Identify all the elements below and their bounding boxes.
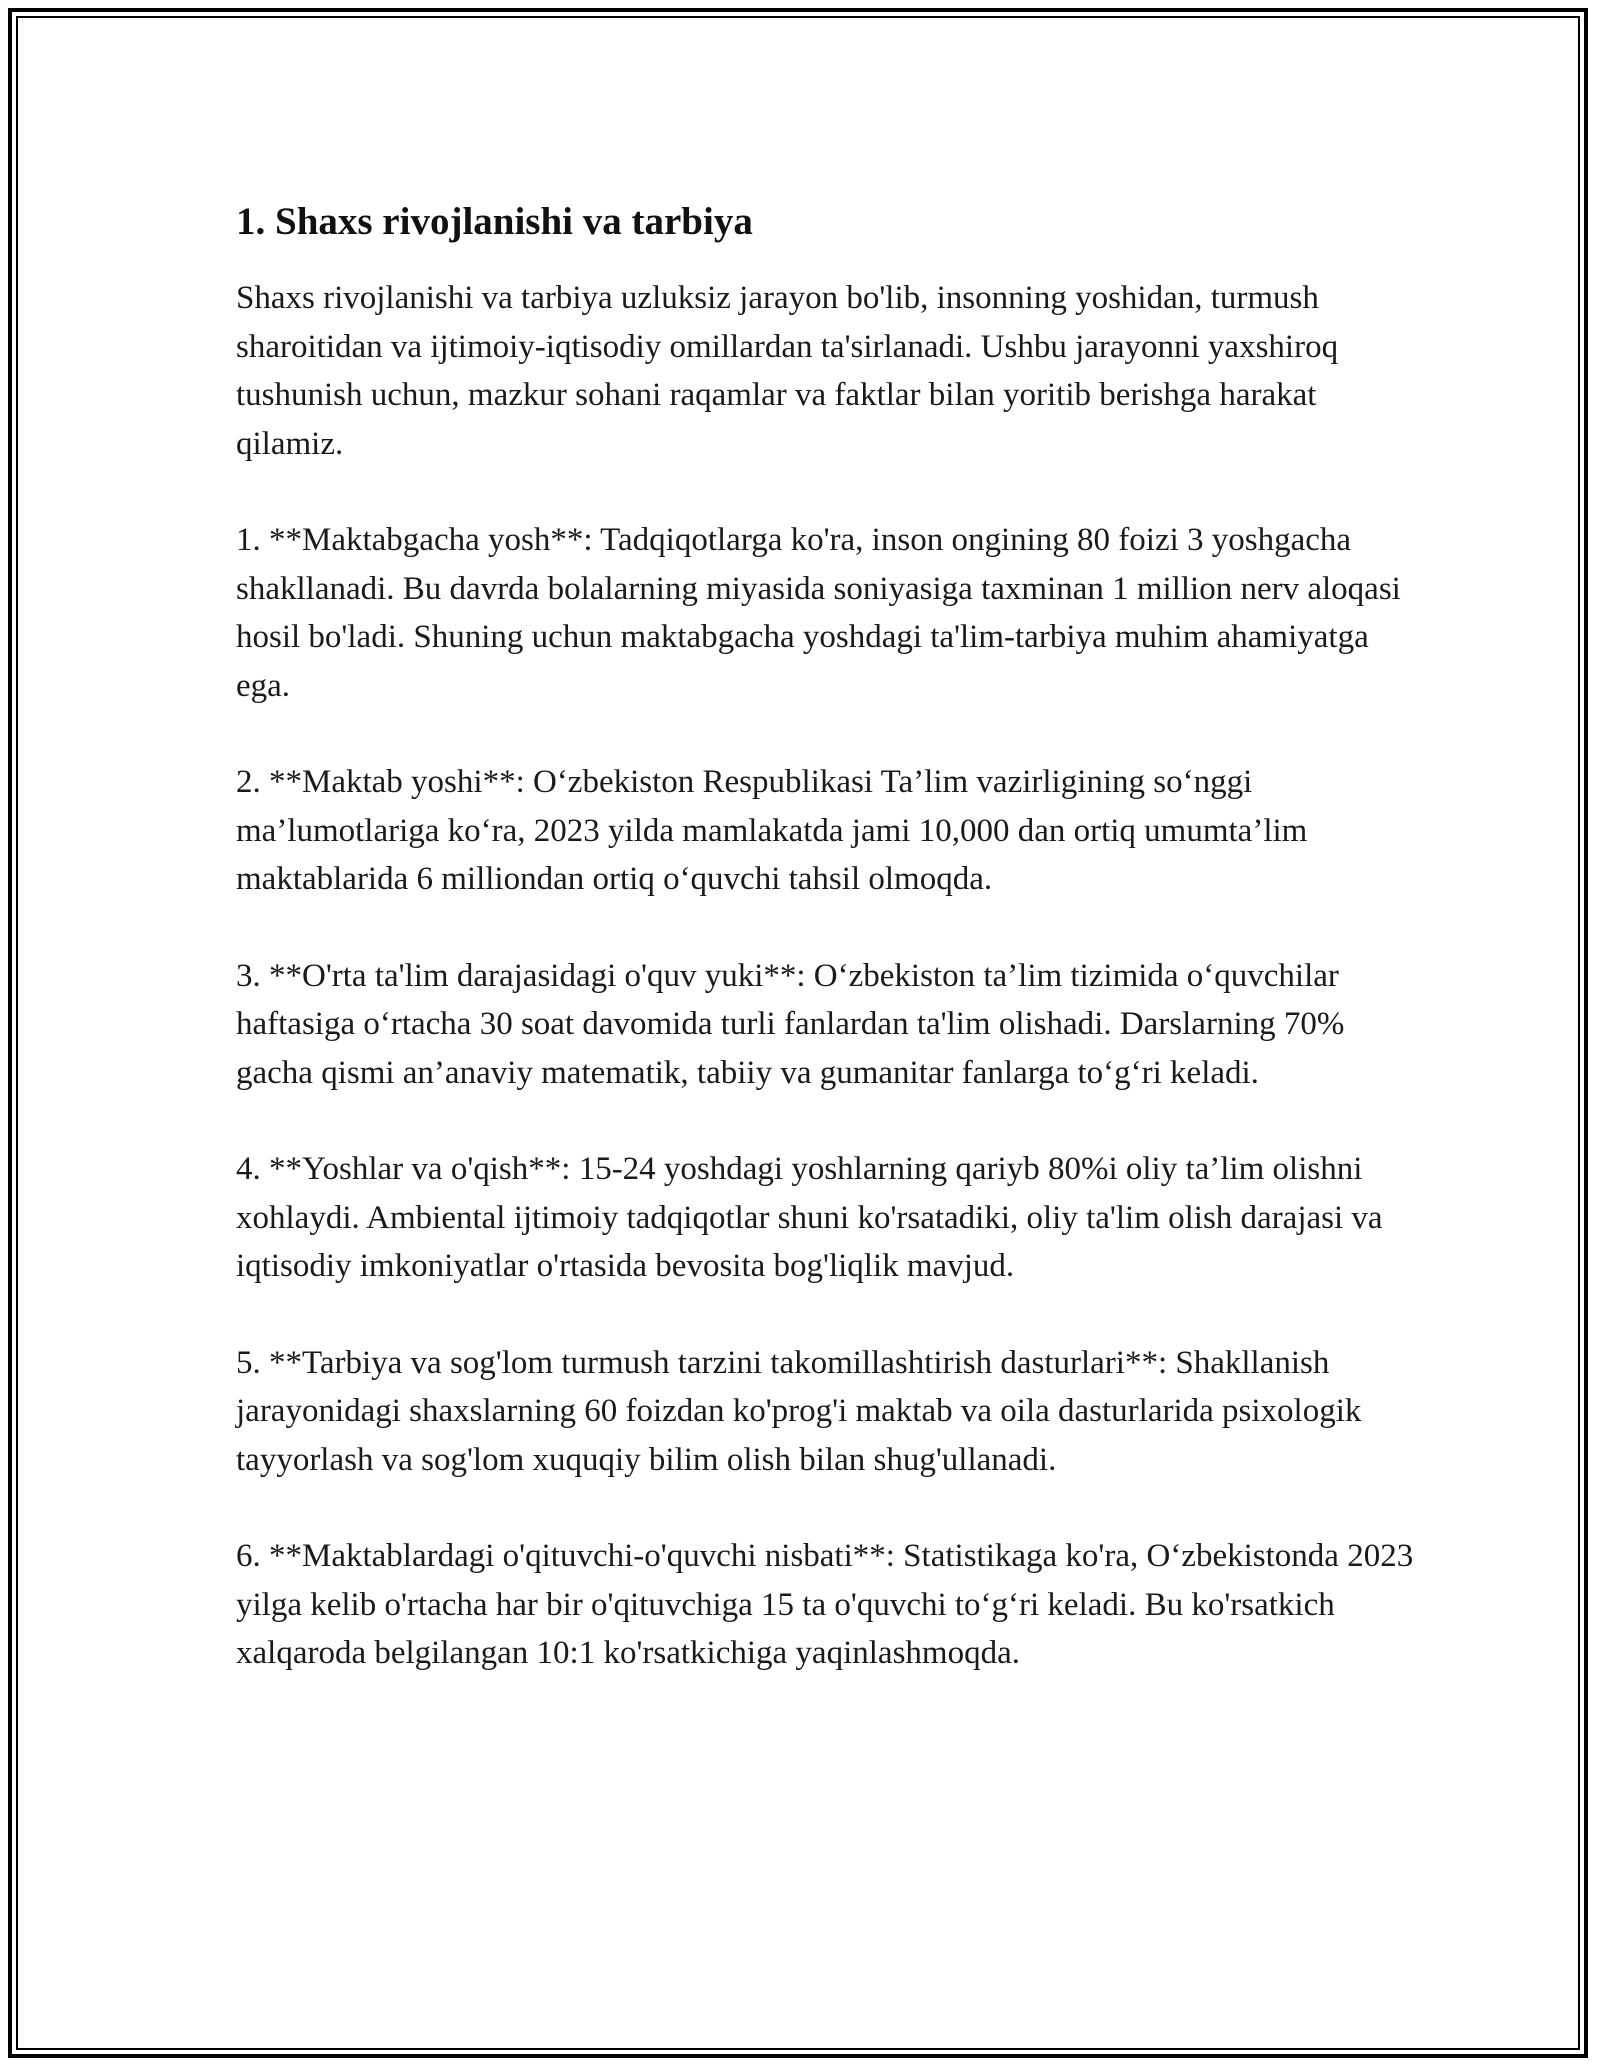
page-frame [8,8,1588,2058]
paragraph-teacher-student-ratio: 6. **Maktablardagi o'qituvchi-o'quvchi nisbati**: Statistikaga ko'ra, O‘zbekistonda 2023 yilga kelib o'rtacha har bir o'qituvchiga 15 ta o'quvchi to‘g‘ri keladi. Bu ko'rsatkich xalqaroda belgilangan 10:1 ko'rsatkichiga yaqinlashmoqda. [236,1538,1414,1671]
paragraph-preschool-age: 1. **Maktabgacha yosh**: Tadqiqotlarga ko'ra, inson ongining 80 foizi 3 yoshgacha shakllanadi. Bu davrda bolalarning miyasida soniyasiga taxminan 1 million nerv aloqasi hosil bo'ladi. Shuning uchun maktabgacha yoshdagi ta'lim-tarbiya muhim ahamiyatga ega. [236,522,1401,704]
document-title: 1. Shaxs rivojlanishi va tarbiya [236,200,753,243]
paragraph-healthy-lifestyle: 5. **Tarbiya va sog'lom turmush tarzini takomillashtirish dasturlari**: Shakllanish jarayonidagi shaxslarning 60 foizdan ko'prog'i maktab va oila dasturlarida psixologik tayyorlash va sog'lom xuquqiy bilim olish bilan shug'ullanadi. [236,1344,1362,1478]
paragraph-study-load: 3. **O'rta ta'lim darajasidagi o'quv yuki**: O‘zbekiston ta’lim tizimida o‘quvchilar haftasiga o‘rtacha 30 soat davomida turli fanlardan ta'lim olishadi. Darslarning 70% gacha qismi an’anaviy matematik, tabiiy va gumanitar fanlarga to‘g‘ri keladi. [236,957,1345,1091]
paragraph-youth-education: 4. **Yoshlar va o'qish**: 15-24 yoshdagi yoshlarning qariyb 80%i oliy ta’lim olishni xohlaydi. Ambiental ijtimoiy tadqiqotlar shuni ko'rsatadiki, oliy ta'lim olish darajasi va iqtisodiy imkoniyatlar o'rtasida bevosita bog'liqlik mavjud. [236,1151,1383,1284]
document-body [236,195,1416,1726]
paragraph-school-age: 2. **Maktab yoshi**: O‘zbekiston Respublikasi Ta’lim vazirligining so‘nggi ma’lumotlariga ko‘ra, 2023 yilda mamlakatda jami 10,000 dan ortiq umumta’lim maktablarida 6 milliondan ortiq o‘quvchi tahsil olmoqda. [236,764,1308,897]
intro-paragraph: Shaxs rivojlanishi va tarbiya uzluksiz jarayon bo'lib, insonning yoshidan, turmush sharoitidan va ijtimoiy-iqtisodiy omillardan ta'sirlanadi. Ushbu jarayonni yaxshiroq tushunish uchun, mazkur sohani raqamlar va faktlar bilan yoritib berishga harakat qilamiz. [236,280,1339,462]
